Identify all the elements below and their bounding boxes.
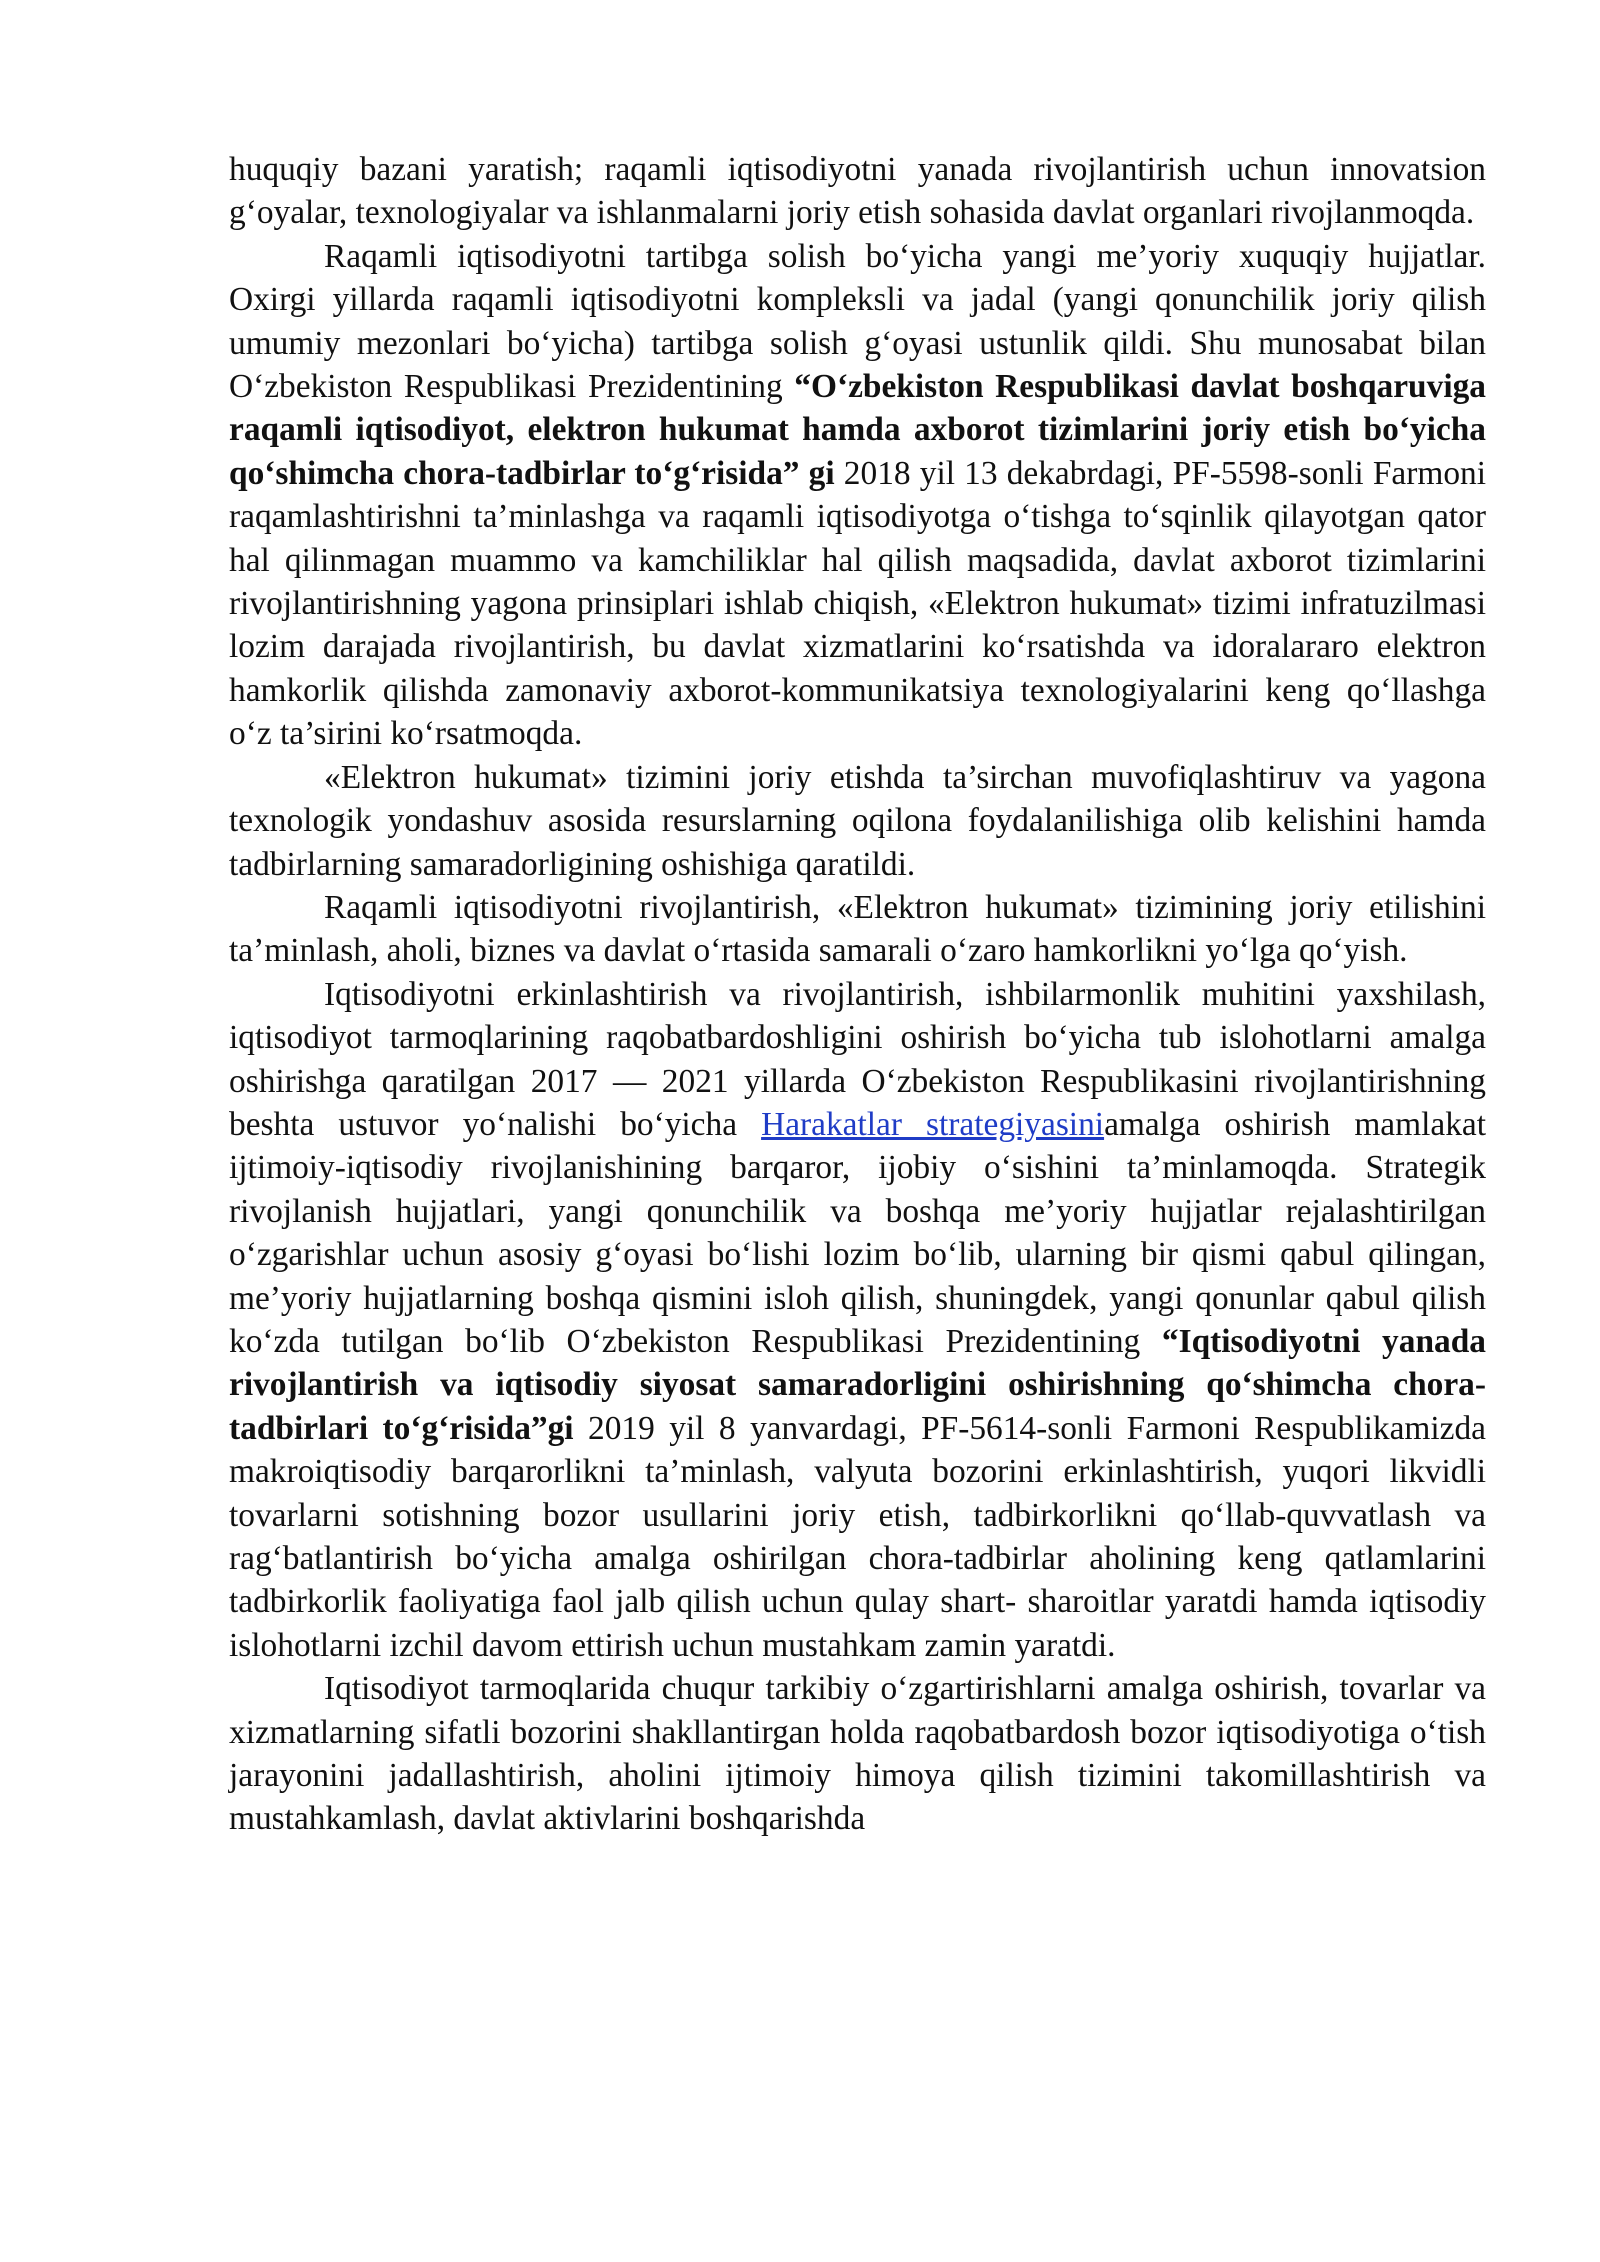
paragraph-5 bbox=[229, 973, 1486, 1668]
paragraph-text: amalga oshirish mamlakat ijtimoiy-iqtisodiy rivojlanishining barqaror, ijobiy o‘sishini ta’minlamoqda. Strategik rivojlanish hujjatlari, yangi qonunchilik va boshqa me’yoriy hujjatlar rejalashtirilgan o‘zgarishlar uchun asosiy g‘oyasi bo‘lishi lozim bo‘lib, ularning bir qismi qabul qilingan, me’yoriy hujjatlarning boshqa qismini isloh qilish, shuningdek, yangi qonunlar qabul qilish ko‘zda tutilgan bo‘lib O‘zbekiston Respublikasi Prezidentining bbox=[229, 1105, 1486, 1360]
paragraph-text: Raqamli iqtisodiyotni tartibga solish bo‘yicha yangi me’yoriy xuquqiy hujjatlar. Oxirgi yillarda raqamli iqtisodiyotni kompleksli va jadal (yangi qonunchilik joriy qilish umumiy mezonlari bo‘yicha) tartibga solish g‘oyasi ustunlik qildi. Shu munosabat bilan O‘zbekiston Respublikasi Prezidentining bbox=[229, 237, 1486, 406]
paragraph-text: Raqamli iqtisodiyotni rivojlantirish, «Elektron hukumat» tizimining joriy etilishini ta’minlash, aholi, biznes va davlat o‘rtasida samarali o‘zaro hamkorlikni yo‘lga qo‘yish. bbox=[229, 888, 1486, 970]
paragraph-text: huquqiy bazani yaratish; raqamli iqtisodiyotni yanada rivojlantirish uchun innovatsion g‘oyalar, texnologiyalar va ishlanmalarni joriy etish sohasida davlat organlari rivojlanmoqda. bbox=[229, 151, 1486, 232]
strategy-link[interactable]: Harakatlar strategiyasini bbox=[761, 1105, 1105, 1143]
paragraph-text: 2019 yil 8 yanvardagi, PF-5614-sonli Farmoni Respublikamizda makroiqtisodiy barqarorlikni ta’minlash, valyuta bozorini erkinlashtirish, yuqori likvidli tovarlarni sotishning bozor usullarini joriy etish, tadbirkorlikni qo‘llab-quvvatlash va rag‘batlantirish bo‘yicha amalga oshirilgan chora-tadbirlar aholining keng qatlamlarini tadbirkorlik faoliyatiga faol jalb qilish uchun qulay shart- sharoitlar yaratdi hamda iqtisodiy islohotlarni izchil davom ettirish uchun mustahkam zamin yaratdi. bbox=[229, 1409, 1486, 1664]
paragraph-2 bbox=[229, 235, 1486, 756]
document-page bbox=[229, 148, 1486, 1841]
decree-title-bold: “Iqtisodiyotni yanada rivojlantirish va iqtisodiy siyosat samaradorligini oshirishning qo‘shimcha chora-tadbirlari to‘g‘risida”gi bbox=[229, 1322, 1486, 1447]
paragraph-4 bbox=[229, 886, 1486, 973]
paragraph-text: 2018 yil 13 dekabrdagi, PF-5598-sonli Farmoni raqamlashtirishni ta’minlashga va raqamli iqtisodiyotga o‘tishga to‘sqinlik qilayotgan qator hal qilinmagan muammo va kamchiliklar hal qilish maqsadida, davlat axborot tizimlarini rivojlantirishning yagona prinsiplari ishlab chiqish, «Elektron hukumat» tizimi infratuzilmasi lozim darajada rivojlantirish, bu davlat xizmatlarini ko‘rsatishda va idoralararo elektron hamkorlik qilishda zamonaviy axborot-kommunikatsiya texnologiyalarini keng qo‘llashga o‘z ta’sirini ko‘rsatmoqda. bbox=[229, 454, 1486, 753]
paragraph-6 bbox=[229, 1667, 1486, 1841]
paragraph-text: Iqtisodiyotni erkinlashtirish va rivojlantirish, ishbilarmonlik muhitini yaxshilash, iqtisodiyot tarmoqlarining raqobatbardoshligini oshirish bo‘yicha tub islohotlarni amalga oshirishga qaratilgan 2017 — 2021 yillarda O‘zbekiston Respublikasini rivojlantirishning beshta ustuvor yo‘nalishi bo‘yicha bbox=[229, 975, 1486, 1143]
paragraph-1 bbox=[229, 148, 1486, 235]
paragraph-3 bbox=[229, 756, 1486, 886]
decree-title-bold: “O‘zbekiston Respublikasi davlat boshqaruviga raqamli iqtisodiyot, elektron hukumat hamda axborot tizimlarini joriy etish bo‘yicha qo‘shimcha chora-tadbirlar to‘g‘risida” gi bbox=[229, 368, 1486, 492]
paragraph-text: Iqtisodiyot tarmoqlarida chuqur tarkibiy o‘zgartirishlarni amalga oshirish, tovarlar va xizmatlarning sifatli bozorini shakllantirgan holda raqobatbardosh bozor iqtisodiyotiga o‘tish jarayonini jadallashtirish, aholini ijtimoiy himoya qilish tizimini takomillashtirish va mustahkamlash, davlat aktivlarini boshqarishda bbox=[229, 1670, 1486, 1838]
paragraph-text: «Elektron hukumat» tizimini joriy etishda ta’sirchan muvofiqlashtiruv va yagona texnologik yondashuv asosida resurslarning oqilona foydalanilishiga olib kelishini hamda tadbirlarning samaradorligining oshishiga qaratildi. bbox=[229, 758, 1486, 883]
